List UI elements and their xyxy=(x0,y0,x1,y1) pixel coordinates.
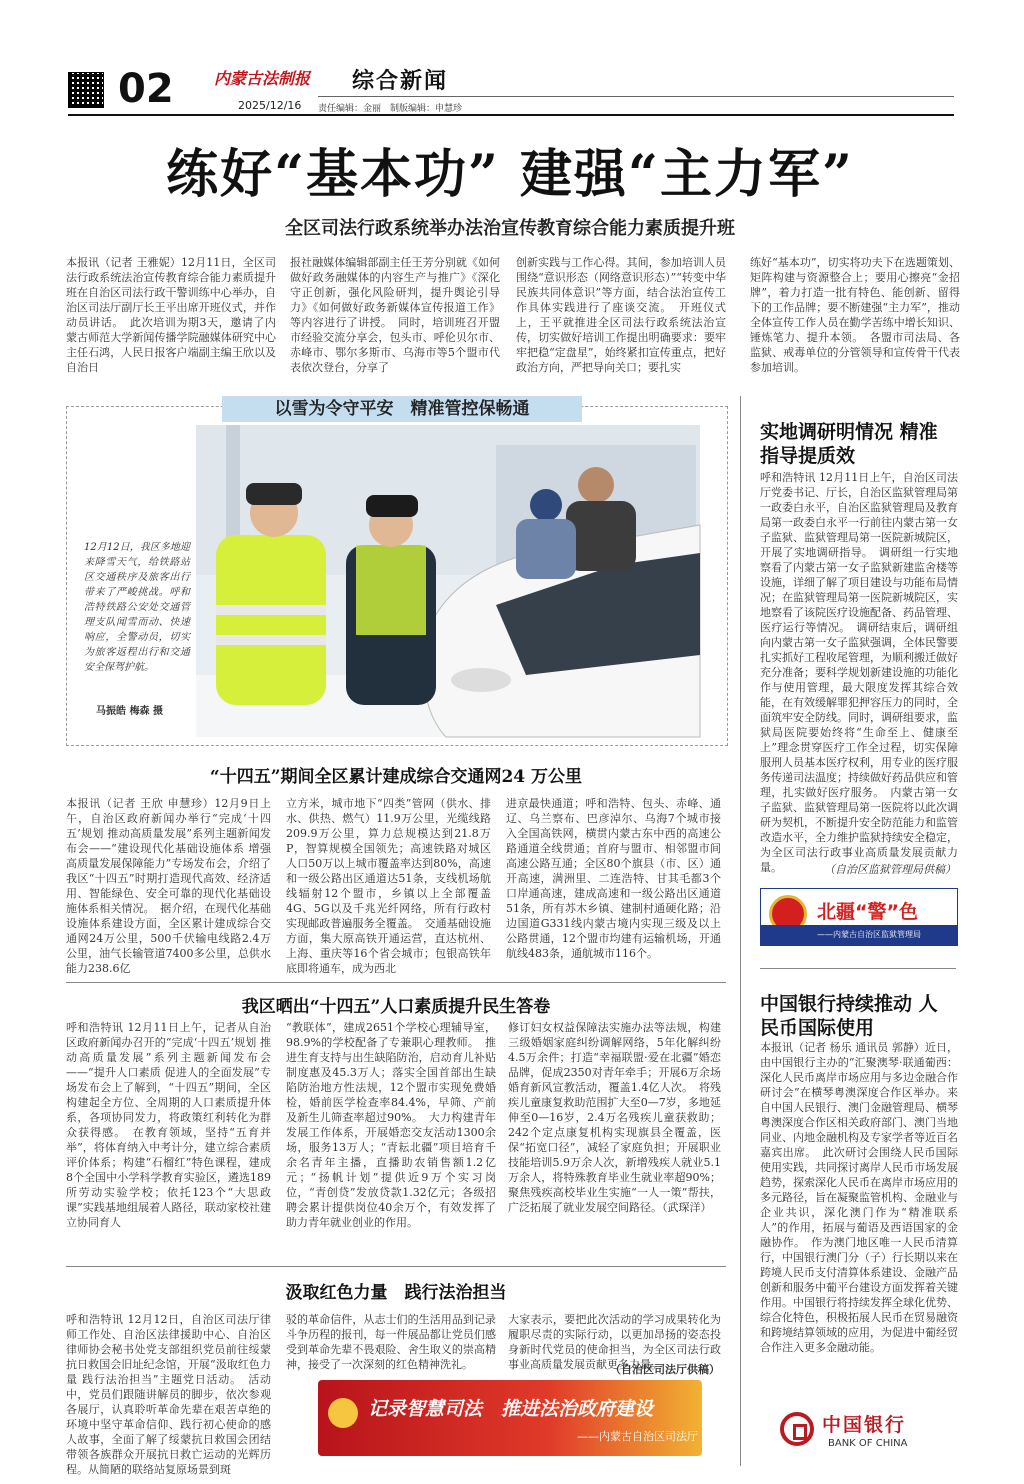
bank-of-china-icon xyxy=(780,1412,814,1446)
red-power-col-1: 呼和浩特讯 12月12日，自治区司法厅律师工作处、自治区法律援助中心、自治区律师协会秘书处党支部组织党员前往绥蒙抗日救国会旧址纪念馆，开展“汲取红色力量 践行法治担当”主题党日活动。 活动中，党员们跟随讲解员的脚步，依次参观各展厅，认真聆听革命先辈在艰苦卓绝的环境中坚守革命信仰、践行初心使命的感人故事，全面了解了绥蒙抗日救国会团结带领各族群众开展抗日救亡运动的光辉历程。从简陋的联络站复原场景到斑 xyxy=(66,1313,271,1476)
section-divider xyxy=(66,982,726,983)
population-col-2: “教联体”，建成2651个学校心理辅导室，98.9%的学校配备了专兼职心理教师。 推进生育支持与出生缺陷防治，启动育儿补贴制度惠及45.3万人；落实全国首部出生缺陷防治地方性法规，12个盟市实现免费婚检，婚前医学检查率84.4%，早筛、产前及新生儿筛查率超过90%。 大力构建青年发展工作体系，开展婚恋交友活动1300余场，服务13万人；“青耘北疆”项目培育千余名青年主播，直播助农销售额1.2亿元；“扬帆计划”提供近9万个实习岗位，“青创贷”发放贷款1.32亿元；各级招聘会累计提供岗位40余万个，有效发挥了助力青年就业创业的作用。 xyxy=(286,1021,496,1229)
right-column-divider xyxy=(740,396,741,1466)
photo-police-snow xyxy=(196,425,700,737)
right-article-1-title: 实地调研明情况 精准指导提质效 xyxy=(760,421,938,467)
header-divider xyxy=(68,114,954,116)
main-col-3: 创新实践与工作心得。其间，参加培训人员围绕“意识形态（网络意识形态）”“转变中华民族共同体意识”等方面，结合法治宣传工作具体实践进行了座谈交流。 开班仪式上，王平就推进全区司法行政系统法治宣传，切实做好培训工作提出明确要求：要牢牢把稳“定盘星”，始终紧扣宣传重点，把好政治方向，严把导向关口；要扎实 xyxy=(516,256,726,374)
transport-col-1: 本报讯（记者 王欣 申慧珍）12月9日上午，自治区政府新闻办举行“完成‘十四五’规划 推动高质量发展”系列主题新闻发布会——“建设现代化基础设施体系 增强高质量发展保障能力”专场发布会，介绍了我区“十四五”时期打造现代高效、经济适用、智能绿色、安全可靠的现代化基础设施体系相关情况。 据介绍，在现代化基础设施体系建设方面，全区累计建成综合交通网24万公里，500千伏输电线路2.4万公里，油气长输管道7400多公里，总供水能力238.6亿 xyxy=(66,797,271,975)
right-article-1-source: （自治区监狱管理局供稿） xyxy=(824,863,956,876)
population-col-3: 修订妇女权益保障法实施办法等法规，构建三级婚姻家庭纠纷调解网络，5年化解纠纷4.5万余件；打造“幸福联盟·爱在北疆”婚恋品牌，促成2350对青年牵手；开展6万余场婚育新风宣教活动，覆盖1.4亿人次。 将残疾儿童康复救助范围扩大至0—7岁，多地延伸至0—16岁，2.4万名残疾儿童获救助；242个定点康复机构实现旗县全覆盖，医保“拓宽口径”，减轻了家庭负担；开展职业技能培训5.9万余人次，新增残疾人就业5.1万余人，将特殊教育毕业生就业率超90%；聚焦残疾高校毕业生实施“一人一策”帮扶，广泛拓展了就业发展空间路径。（武琛洋） xyxy=(508,1021,721,1214)
ad-org: ——内蒙古自治区司法厅 xyxy=(577,1430,698,1443)
issue-date: 2025/12/16 xyxy=(238,99,302,112)
population-col-1: 呼和浩特讯 12月11日上午，记者从自治区政府新闻办召开的“完成‘十四五’规划 推动高质量发展”系列主题新闻发布会——“提升人口素质 促进人的全面发展”专场发布会上了解到，“十四五”期间，全区构建起全方位、全周期的人口素质提升体系，各项协同发力，将政策红利转化为群众获得感。 在教育领域，坚持“五育并举”，将体育纳入中考计分，建立综合素质评价体系；构建“石榴红”特色课程，建成8个全国中小学科学教育实验区，遴选189所劳动实验学校；依托123个“大思政课”实践基地组展着人路径，联动家校社建立协同育人 xyxy=(66,1021,271,1229)
population-headline: 我区晒出“十四五”人口素质提升民生答卷 xyxy=(241,997,551,1017)
transport-col-3: 进京最快通道；呼和浩特、包头、赤峰、通辽、乌兰察布、巴彦淖尔、乌海7个城市接入全国高铁网，横贯内蒙古东中西的高速公路通道全线贯通；首府与盟市、相邻盟市间高速公路互通；全区80个旗县（市、区）通开高速，满洲里、二连浩特、甘其毛都3个口岸通高速，建成高速和一级公路出区通道51条，所有苏木乡镇、建制村通硬化路；沿边国道G331线内蒙古境内实现三级及以上公路贯通，12个盟市均建有运输机场，开通航线483条，通航城市116个。 xyxy=(506,797,721,960)
bank-logo-en: BANK OF CHINA xyxy=(828,1438,908,1449)
transport-col-2: 立方米，城市地下“四类”管网（供水、排水、供热、燃气）11.9万公里，光缆线路209.9万公里，算力总规模达到21.8万P，智算规模全国领先；高速铁路对城区人口50万以上城市覆盖率达到80%，高速和一级公路出区通道达51条，支线机场航线辐射12个盟市，乡镇以上全部覆盖4G、5G以及千兆光纤网络，所有行政村实现邮政普遍服务全覆盖。 交通基础设施方面，集大原高铁开通运营，直达杭州、上海、重庆等16个省会城市；包银高铁年底即将通车，成为西北 xyxy=(286,797,491,975)
editors-line: 责任编辑：金丽 制版编辑：申慧珍 xyxy=(318,104,463,114)
right-article-1-body: 呼和浩特讯 12月11日上午，自治区司法厅党委书记、厅长，自治区监狱管理局第一政委白永平，自治区监狱管理局及教育局第一政委白永平一行前往内蒙古第一女子监狱、监狱管理局第一医院新城院区，开展了实地调研指导。 调研组一行实地察看了内蒙古第一女子监狱新建监舍楼等设施，详细了解了项目建设与功能布局情况；在监狱管理局第一医院新城院区，实地察看了该院医疗设施配备、药品管理、医疗运行等情况。 调研结束后，调研组向内蒙古第一女子监狱强调，全体民警要扎实抓好工程收尾管理，为顺利搬迁做好充分准备；要科学规划新建设施的功能化作与使用管理，最大限度发挥其综合效能，在有效缓解罪犯押容压力的同时，全面筑牢安全防线。同时，调研组要求，监狱局医院要始终将“生命至上、健康至上”理念贯穿医疗工作全过程，切实保障服刑人员基本医疗权利，用专业的医疗服务传递司法温度；持续做好药品供应和管理，扎实做好医疗服务。 内蒙古第一女子监狱、监狱管理局第一医院将以此次调研为契机，不断提升安全防范能力和监管改造水平，全力维护监狱持续安全稳定，为全区司法行政事业高质量发展贡献力量。 xyxy=(760,471,958,874)
transport-headline: “十四五”期间全区累计建成综合交通网24 万公里 xyxy=(209,767,583,787)
main-headline: 练好“基本功” 建强“主力军” xyxy=(166,144,854,205)
right-article-2-title: 中国银行持续推动 人民币国际使用 xyxy=(760,993,938,1039)
red-power-headline: 汲取红色力量 践行法治担当 xyxy=(285,1283,507,1303)
main-subheadline: 全区司法行政系统举办法治宣传教育综合能力素质提升班 xyxy=(285,218,735,239)
red-power-source: （自治区司法厅供稿） xyxy=(610,1363,720,1376)
red-power-col-3: 大家表示，要把此次活动的学习成果转化为履职尽责的实际行动，以更加昂扬的姿态投身新时代党员的使命担当，为全区司法行政事业高质量发展贡献更多力量。 xyxy=(508,1313,721,1371)
police-ad-org: ——内蒙古自治区监狱管理局 xyxy=(817,930,921,939)
main-col-1: 本报讯（记者 王雅妮）12月11日，全区司法行政系统法治宣传教育综合能力素质提升班在自治区司法行政干警训练中心举办，自治区司法厅副厅长王平出席开班仪式，并作动员讲话。 此次培训为期3天，邀请了内蒙古师范大学新闻传播学院融媒体研究中心主任石鸿，人民日报客户端副主编王欣以及自治日 xyxy=(66,256,276,374)
ad-banner xyxy=(318,1380,702,1456)
paper-logo: 内蒙古法制报 xyxy=(214,69,311,88)
header-rule xyxy=(318,96,954,97)
qr-code xyxy=(68,72,104,108)
bank-of-china-logo xyxy=(780,1410,940,1460)
party-emblem-icon xyxy=(328,1398,358,1428)
bank-logo-cn: 中国银行 xyxy=(822,1414,907,1436)
photo-story-banner: 以雪为令守平安 精准管控保畅通 xyxy=(222,396,582,422)
police-ad xyxy=(760,888,958,946)
main-col-2: 报社融媒体编辑部副主任王芳分别就《如何做好政务融媒体的内容生产与推广》《深化守正创新，强化风险研判，提升舆论引导力》《如何做好政务新媒体宣传报道工作》等内容进行了讲授。 同时，培训班召开盟市经验交流分享会，包头市、呼伦贝尔市、赤峰市、鄂尔多斯市、乌海市等5个盟市代表依次登台，分享了 xyxy=(290,256,500,374)
section-divider-2 xyxy=(66,1266,726,1267)
ad-slogan: 记录智慧司法 推进法治政府建设 xyxy=(368,1398,654,1420)
right-divider xyxy=(760,968,956,969)
photo-credit: 马振皓 梅森 摄 xyxy=(96,706,163,717)
page-number: 02 xyxy=(118,66,174,112)
right-article-2-body: 本报讯（记者 杨乐 通讯员 郭静）近日，由中国银行主办的“汇聚澳琴·联通葡西：深化人民币离岸市场应用与多边金融合作研讨会”在横琴粤澳深度合作区举办。来自中国人民银行、澳门金融管理局、横琴粤澳深度合作区相关政府部门、澳门当地同业、内地金融机构及专家学者等近百名嘉宾出席。 此次研讨会围绕人民币国际使用实践，共同探讨离岸人民币市场发展趋势，探索深化人民币在离岸市场应用的多元路径，旨在凝聚监管机构、金融业与企业共识，深化澳门作为“精准联系人”的作用，拓展与葡语及西语国家的金融协作。 作为澳门地区唯一人民币清算行，中国银行澳门分（子）行长期以来在跨境人民币支付清算体系建设、金融产品创新和服务中葡平台建设方面发挥着关键作用。中国银行将持续发挥全球化优势、综合化特色，积极拓展人民币在贸易融资和跨境结算领域的应用，为促进中葡经贸合作注入更多金融动能。 xyxy=(760,1041,958,1354)
red-power-col-2: 驳的革命信件，从志士们的生活用品到记录斗争历程的报刊，每一件展品都让党员们感受到革命先辈不畏艰险、舍生取义的崇高精神，接受了一次深刻的红色精神洗礼。 xyxy=(286,1313,496,1371)
police-ad-title: 北疆“警”色 xyxy=(817,901,918,923)
photo-caption: 12月12日，我区多地迎来降雪天气，给铁路站区交通秩序及旅客出行带来了严峻挑战。呼和浩特铁路公安处交通管理支队闻雪而动、快速响应，全警动员，切实为旅客返程出行和交通安全保驾护航。 xyxy=(84,542,190,673)
section-title: 综合新闻 xyxy=(352,68,449,94)
photo-illustration xyxy=(196,425,700,737)
main-col-4: 练好“基本功”，切实将功夫下在选题策划、矩阵构建与资源整合上；要用心擦亮“金招牌”，着力打造一批有特色、能创新、留得下的工作品牌；要不断建强“主力军”，推动全体宣传工作人员在勤学苦练中增长知识、锤炼笔力、提升本领。 各盟市司法局、各监狱、戒毒单位的分管领导和宣传骨干代表参加培训。 xyxy=(750,256,960,374)
